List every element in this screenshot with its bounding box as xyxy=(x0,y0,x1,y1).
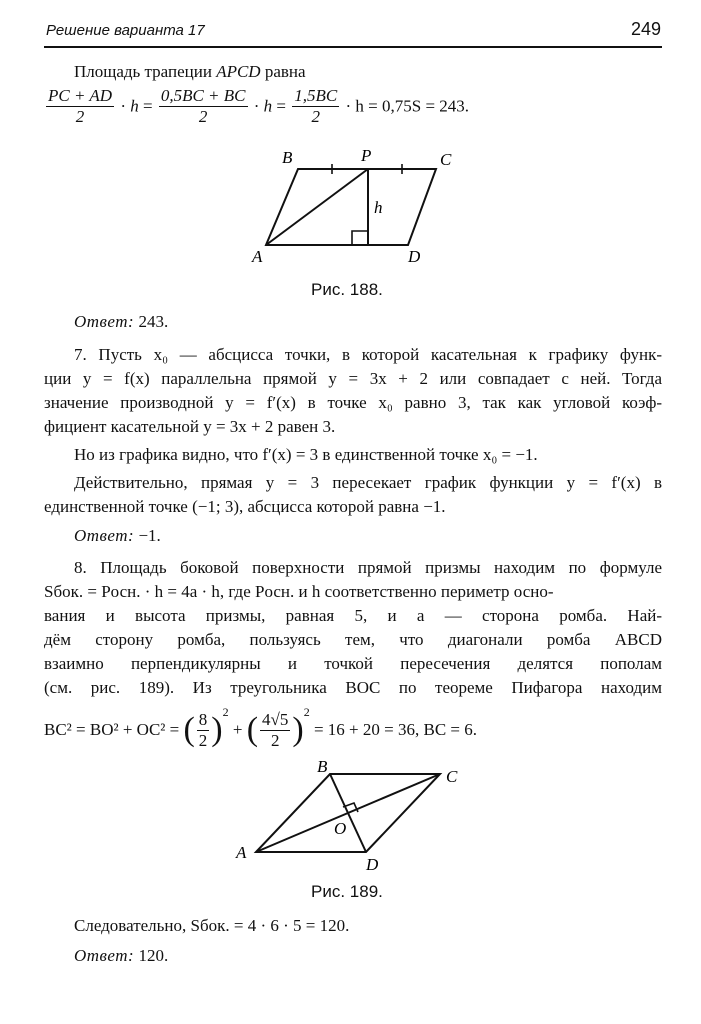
label-c: C xyxy=(446,767,458,786)
label-o: O xyxy=(334,819,347,838)
section8-line6: (см. рис. 189). Из треугольника BOC по теореме Пифагора находим xyxy=(44,678,662,697)
section7-para2: Но из графика видно, что f′(x) = 3 в единственной точке x₀ = −1. xyxy=(74,445,538,464)
label-p: P xyxy=(361,146,372,165)
fraction-3: $\frac{1,5BC}{2}$ xyxy=(294,86,338,126)
label-b: B xyxy=(282,148,293,167)
label-d: D xyxy=(408,247,421,266)
diagonal-bd xyxy=(330,774,366,852)
section7-line4: фициент касательной y = 3x + 2 равен 3. xyxy=(44,417,336,436)
pythagoras-equation: BC² = BO² + OC² = ( $\frac{8}{2}$ )$^2$ + ( $\frac{4√5}{2}$ )$^2$ = 16 + 20 = 36, BC = 6. xyxy=(44,705,477,750)
answer-8: Ответ: 120. xyxy=(74,946,169,965)
section7-line1: 7. Пусть x₀ — абсцисса точки, в которой касательная к графику функ- xyxy=(74,345,662,364)
fraction-2: $\frac{0,5BC + BC}{2}$ xyxy=(160,86,246,126)
section7-line3: значение производной y = f′(x) в точке x₀ равно 3, так как угловой коэф- xyxy=(44,393,662,412)
fraction-4sqrt5-over-2: $\frac{4√5}{2}$ xyxy=(262,709,289,750)
trapezoid-area-intro: Площадь трапеции APCD равна xyxy=(74,62,306,81)
section8-line2: Sбок. = Pосн. · h = 4a · h, где Pосн. и h соответственно периметр осно- xyxy=(44,582,554,601)
label-h: h xyxy=(374,198,383,217)
running-header-title: Решение варианта 17 xyxy=(46,22,205,39)
label-a: A xyxy=(236,843,247,862)
figure-189-rhombus xyxy=(230,758,470,873)
parallelogram-abcd xyxy=(266,169,436,245)
section7-line2: ции y = f(x) параллельна прямой y = 3x + 2 или совпадает с ней. Тогда xyxy=(44,369,662,388)
answer-6: Ответ: 243. xyxy=(74,312,169,331)
label-c: C xyxy=(440,150,452,169)
section8-line3: вания и высота призмы, равная 5, и a — сторона ромба. Най- xyxy=(44,606,662,625)
section8-line5: взаимно перпендикулярны и точкой пересечения делятся пополам xyxy=(44,654,662,673)
trapezoid-area-equation: $\frac{PC + AD}{2}$ · h = $\frac{0,5BC + BC}{2}$ · h = $\frac{1,5BC}{2}$ · h = 0,75S = 243. xyxy=(48,86,470,126)
right-angle-mark xyxy=(352,231,368,245)
label-b: B xyxy=(317,758,328,776)
section7-para3-line1: Действительно, прямая y = 3 пересекает график функции y = f′(x) в xyxy=(74,473,662,492)
section8-line4: дём сторону ромба, пользуясь тем, что диагонали ромба ABCD xyxy=(44,630,662,649)
label-a: A xyxy=(252,247,263,266)
header-rule xyxy=(44,46,662,48)
fraction-8-over-2: $\frac{8}{2}$ xyxy=(198,709,208,750)
figure-188-caption: Рис. 188. xyxy=(311,280,383,299)
page-number: 249 xyxy=(630,19,661,39)
figure-189-caption: Рис. 189. xyxy=(311,882,383,901)
section8-conclusion: Следовательно, Sбок. = 4 · 6 · 5 = 120. xyxy=(74,916,350,935)
label-d: D xyxy=(366,855,379,873)
answer-7: Ответ: −1. xyxy=(74,526,161,545)
fraction-1: $\frac{PC + AD}{2}$ xyxy=(48,86,113,126)
section8-line1: 8. Площадь боковой поверхности прямой призмы находим по формуле xyxy=(74,558,662,577)
section7-para3-line2: единственной точке (−1; 3), абсцисса которой равна −1. xyxy=(44,497,446,516)
figure-188-trapezoid xyxy=(240,145,460,275)
